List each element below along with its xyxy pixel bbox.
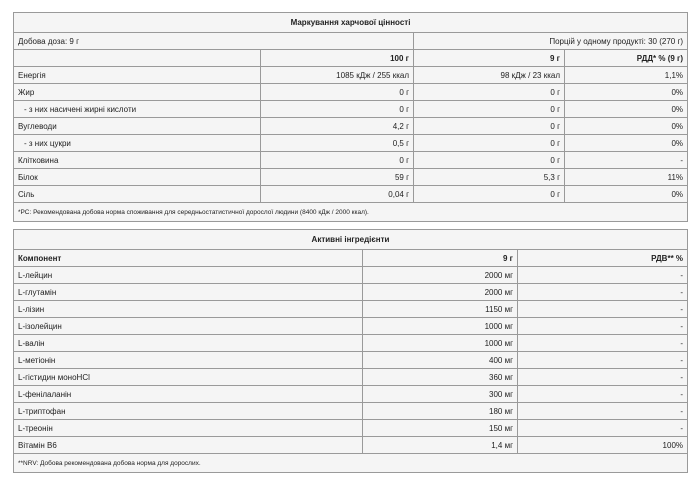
- nutrition-footnote: *РС: Рекомендована добова норма споживання для середньостатистичної дорослої людини (8400 кДж / 2000 ккал).: [14, 203, 688, 222]
- active-ingredients-table: [13, 229, 688, 473]
- ingredient-name: Вітамін B6: [14, 437, 363, 454]
- ingredient-name: L-треонін: [14, 420, 363, 437]
- header-per-100g: 100 г: [261, 50, 414, 67]
- value-rdd: 0%: [565, 84, 688, 101]
- servings-count: Порцій у одному продукті: 30 (270 г): [414, 33, 688, 50]
- header-blank: [14, 50, 261, 67]
- table-row: [14, 352, 688, 369]
- nutrient-name: Білок: [14, 169, 261, 186]
- value-rdd: 0%: [565, 135, 688, 152]
- value-per-9g: 98 кДж / 23 ккал: [414, 67, 565, 84]
- value-per-100g: 59 г: [261, 169, 414, 186]
- value-rdd: 0%: [565, 186, 688, 203]
- ingredient-amount: 360 мг: [363, 369, 518, 386]
- ingredient-name: L-триптофан: [14, 403, 363, 420]
- value-rdd: 1,1%: [565, 67, 688, 84]
- header-per-9g: 9 г: [414, 50, 565, 67]
- value-per-9g: 0 г: [414, 118, 565, 135]
- ingredient-name: L-метіонін: [14, 352, 363, 369]
- value-rdd: 0%: [565, 101, 688, 118]
- table-row: [14, 169, 688, 186]
- ingredient-rdv: -: [518, 420, 688, 437]
- ingredient-name: L-ізолейцин: [14, 318, 363, 335]
- header-amount: 9 г: [363, 250, 518, 267]
- ingredient-rdv: -: [518, 267, 688, 284]
- value-per-100g: 0 г: [261, 101, 414, 118]
- ingredient-name: L-валін: [14, 335, 363, 352]
- ingredient-name: L-глутамін: [14, 284, 363, 301]
- ingredient-name: L-лейцин: [14, 267, 363, 284]
- table-row: [14, 284, 688, 301]
- value-per-100g: 0,04 г: [261, 186, 414, 203]
- value-per-100g: 0 г: [261, 152, 414, 169]
- table-row: [14, 318, 688, 335]
- nutrient-name: - з них насичені жирні кислоти: [14, 101, 261, 118]
- ingredient-rdv: -: [518, 369, 688, 386]
- table-row: [14, 369, 688, 386]
- daily-dose: Добова доза: 9 г: [14, 33, 414, 50]
- ingredient-rdv: -: [518, 301, 688, 318]
- value-rdd: -: [565, 152, 688, 169]
- ingredient-amount: 150 мг: [363, 420, 518, 437]
- ingredient-amount: 2000 мг: [363, 284, 518, 301]
- value-per-9g: 5,3 г: [414, 169, 565, 186]
- nutrition-table: [13, 12, 688, 222]
- ingredient-rdv: -: [518, 335, 688, 352]
- table-row: [14, 403, 688, 420]
- table-row: [14, 386, 688, 403]
- ingredient-amount: 1,4 мг: [363, 437, 518, 454]
- table-row: [14, 84, 688, 101]
- table-row: [14, 118, 688, 135]
- nutrient-name: - з них цукри: [14, 135, 261, 152]
- header-rdd: РДД* % (9 г): [565, 50, 688, 67]
- value-per-9g: 0 г: [414, 135, 565, 152]
- table-row: [14, 186, 688, 203]
- nutrient-name: Вуглеводи: [14, 118, 261, 135]
- active-ingredients-title: Активні інгредієнти: [14, 230, 688, 250]
- nutrient-name: Енергія: [14, 67, 261, 84]
- nutrition-title: Маркування харчової цінності: [14, 13, 688, 33]
- ingredient-rdv: -: [518, 352, 688, 369]
- value-per-100g: 4,2 г: [261, 118, 414, 135]
- table-row: [14, 267, 688, 284]
- header-component: Компонент: [14, 250, 363, 267]
- ingredient-amount: 1000 мг: [363, 318, 518, 335]
- ingredient-rdv: -: [518, 403, 688, 420]
- ingredient-rdv: -: [518, 386, 688, 403]
- nutrient-name: Клітковина: [14, 152, 261, 169]
- ingredient-amount: 180 мг: [363, 403, 518, 420]
- ingredient-rdv: -: [518, 318, 688, 335]
- nutrient-name: Сіль: [14, 186, 261, 203]
- ingredient-amount: 400 мг: [363, 352, 518, 369]
- table-row: [14, 152, 688, 169]
- value-per-9g: 0 г: [414, 152, 565, 169]
- ingredient-name: L-лізин: [14, 301, 363, 318]
- ingredient-rdv: 100%: [518, 437, 688, 454]
- value-per-100g: 0 г: [261, 84, 414, 101]
- ingredient-amount: 300 мг: [363, 386, 518, 403]
- ingredient-name: L-фенілаланін: [14, 386, 363, 403]
- value-per-9g: 0 г: [414, 84, 565, 101]
- ingredient-rdv: -: [518, 284, 688, 301]
- table-row: [14, 420, 688, 437]
- nutrient-name: Жир: [14, 84, 261, 101]
- value-per-9g: 0 г: [414, 101, 565, 118]
- table-row: [14, 101, 688, 118]
- value-rdd: 0%: [565, 118, 688, 135]
- ingredient-amount: 1150 мг: [363, 301, 518, 318]
- table-row: [14, 335, 688, 352]
- active-footnote: **NRV: Добова рекомендована добова норма для дорослих.: [14, 454, 688, 473]
- value-per-100g: 1085 кДж / 255 ккал: [261, 67, 414, 84]
- header-rdv: РДВ** %: [518, 250, 688, 267]
- ingredient-amount: 1000 мг: [363, 335, 518, 352]
- table-row: [14, 301, 688, 318]
- value-per-100g: 0,5 г: [261, 135, 414, 152]
- ingredient-amount: 2000 мг: [363, 267, 518, 284]
- value-rdd: 11%: [565, 169, 688, 186]
- ingredient-name: L-гістидин моноHCl: [14, 369, 363, 386]
- table-row: [14, 437, 688, 454]
- value-per-9g: 0 г: [414, 186, 565, 203]
- table-row: [14, 135, 688, 152]
- table-row: [14, 67, 688, 84]
